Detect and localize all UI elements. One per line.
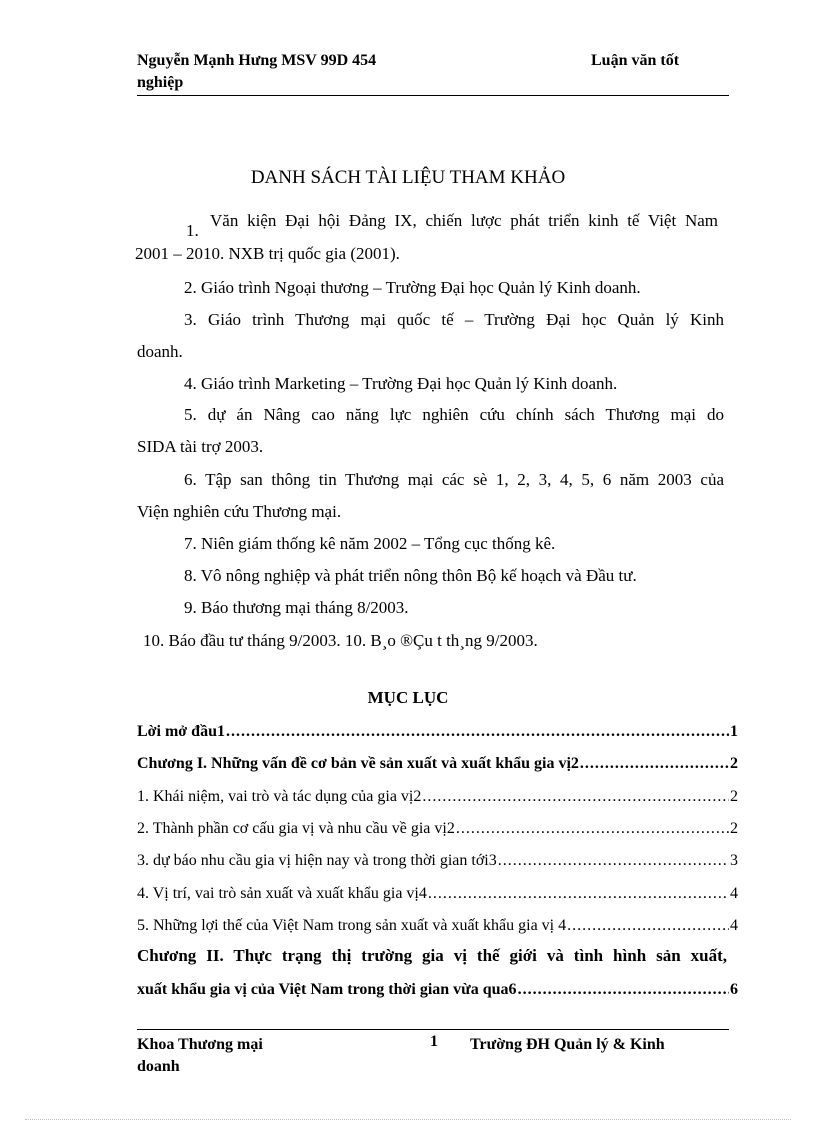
toc-entry-text: 4. Vị trí, vai trò sản xuất và xuất khẩu gia vị4 [137,885,427,902]
header-rule [137,95,729,96]
toc-entry-page: 4 [730,885,738,902]
reference-line: 6. Tập san thông tin Thương mại các sè 1, 2, 3, 4, 5, 6 năm 2003 của [184,470,724,489]
toc-entry-line[interactable]: Chương II. Thực trạng thị trường gia vị thế giới và tình hình sản xuất, [137,946,727,965]
reference-number: 1. [186,221,199,240]
reference-line: 9. Báo thương mại tháng 8/2003. [184,598,409,617]
toc-leader-dots [422,786,729,808]
footer-faculty: Khoa Thương mại [137,1036,263,1053]
reference-line: 5. dự án Nâng cao năng lực nghiên cứu chính sách Thương mại do [184,405,724,424]
reference-line: 10. Báo đầu tư tháng 9/2003. 10. B¸o ®Çu t th¸ng 9/2003. [143,631,538,650]
reference-line: SIDA tài trợ 2003. [137,437,264,456]
toc-leader-dots [498,850,729,872]
toc-entry-text: 1. Khái niệm, vai trò và tác dụng của gia vị2 [137,788,422,805]
header-doc-type: Luận văn tốt [591,52,680,69]
toc-entry-page: 2 [730,788,738,805]
reference-line: 4. Giáo trình Marketing – Trường Đại học Quản lý Kinh doanh. [184,374,618,393]
toc-leader-dots [580,753,729,775]
toc-leader-dots [518,979,729,1001]
reference-line: 2001 – 2010. NXB trị quốc gia (2001). [135,244,400,263]
footer-university-wrap: doanh [137,1058,180,1075]
toc-entry[interactable] [137,850,738,872]
toc-entry-text: Lời mở đầu1 [137,723,225,740]
toc-entry-page: 6 [730,981,738,998]
header-doc-type-wrap: nghiệp [137,74,184,91]
toc-entry[interactable] [137,786,738,808]
header-author: Nguyễn Mạnh Hưng MSV 99D 454 [137,52,377,69]
toc-entry[interactable] [137,883,738,905]
reference-line: doanh. [137,342,183,361]
page-edge-divider [25,1119,791,1120]
toc-entry-text: xuất khẩu gia vị của Việt Nam trong thời gian vừa qua6 [137,981,517,998]
toc-entry-page: 2 [730,820,738,837]
toc-leader-dots [456,818,729,840]
footer-rule [137,1029,729,1030]
references-title: DANH SÁCH TÀI LIỆU THAM KHẢO [250,167,566,188]
reference-line: Văn kiện Đại hội Đảng IX, chiến lược phát triển kinh tế Việt Nam [210,211,718,230]
toc-leader-dots [567,915,729,937]
toc-entry-page: 3 [730,852,738,869]
toc-entry-page: 4 [730,917,738,934]
toc-entry[interactable] [137,818,738,840]
toc-entry[interactable] [137,753,738,775]
toc-entry-text: 3. dự báo nhu cầu gia vị hiện nay và trong thời gian tới3 [137,852,497,869]
toc-leader-dots [226,721,729,743]
toc-leader-dots [428,883,729,905]
footer-university: Trường ĐH Quản lý & Kinh [470,1036,665,1053]
reference-line: 7. Niên giám thống kê năm 2002 – Tổng cục thống kê. [184,534,556,553]
toc-entry-page: 1 [730,723,738,740]
toc-entry[interactable] [137,915,738,937]
toc-entry-text: 2. Thành phần cơ cấu gia vị và nhu cầu về gia vị2 [137,820,455,837]
reference-line: Viện nghiên cứu Thương mại. [137,502,342,521]
toc-entry-page: 2 [730,755,738,772]
toc-entry[interactable] [137,721,738,743]
toc-entry-text: 5. Những lợi thế của Việt Nam trong sản xuất và xuất khẩu gia vị 4 [137,917,567,934]
reference-line: 8. Vô nông nghiệp và phát triển nông thôn Bộ kế hoạch và Đầu tư. [184,566,637,585]
footer-page-number: 1 [430,1033,438,1050]
toc-entry[interactable] [137,979,738,1001]
reference-line: 2. Giáo trình Ngoại thương – Trường Đại học Quản lý Kinh doanh. [184,278,641,297]
reference-line: 3. Giáo trình Thương mại quốc tế – Trường Đại học Quản lý Kinh [184,310,724,329]
toc-entry-text: Chương I. Những vấn đề cơ bản về sản xuất và xuất khẩu gia vị2 [137,755,579,772]
toc-title: MỤC LỤC [367,688,449,707]
